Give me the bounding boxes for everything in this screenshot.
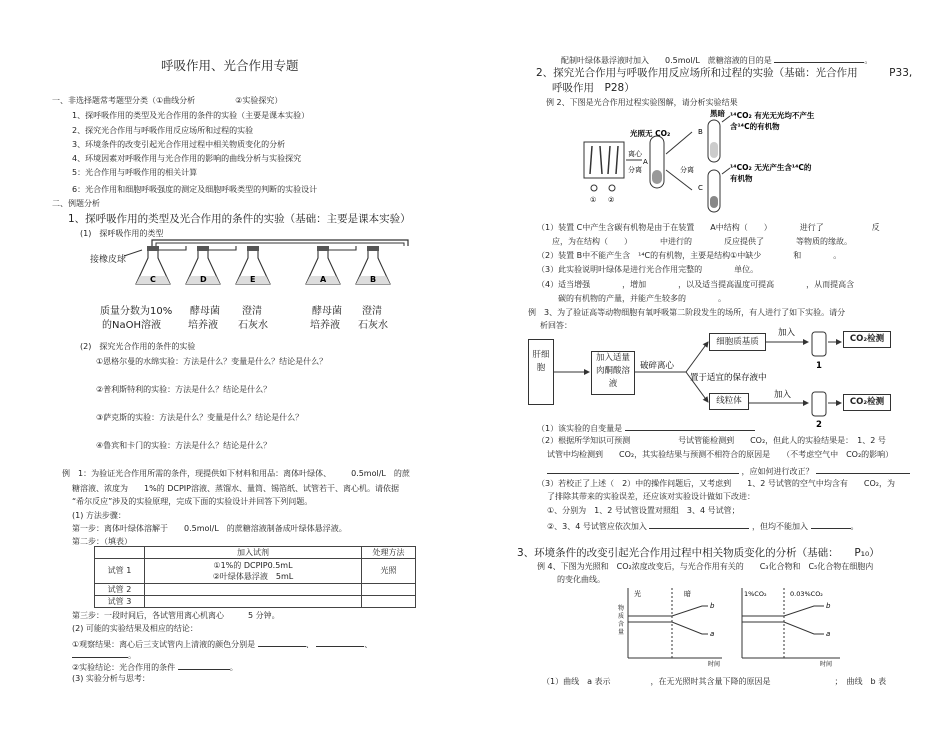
- table-cell: [362, 596, 416, 608]
- curve-label: b: [710, 602, 715, 610]
- reagent-line: ①1%的 DCPIP0.5mL: [213, 561, 293, 570]
- answer-prompt: ，应如何进行改正？: [741, 467, 814, 476]
- example-text: “希尔反应”涉及的实验原理，完成下面的实验设计并回答下列问题。: [72, 497, 313, 506]
- answer-blank[interactable]: [816, 466, 910, 474]
- question-text: （1）曲线 a 表示 ，在无光照时其含量下降的原因是 ； 曲线 b 表: [542, 677, 887, 686]
- answer-blank[interactable]: [178, 662, 230, 670]
- subheading: (1) 探呼吸作用的类型: [80, 229, 164, 238]
- flow-text: 肝细胞: [532, 350, 550, 373]
- example-text: ②实验结论：光合作用的条件 。: [72, 663, 238, 672]
- flask-letter: B: [370, 275, 377, 284]
- flask-caption: 培养液: [188, 320, 218, 331]
- topic-1-heading: 1、探呼吸作用的类型及光合作用的条件的实验（基础：主要是课本实验）: [68, 213, 411, 225]
- flow-arrow-label: 加入: [774, 390, 792, 400]
- question-text: （2）根据所学知识可预测 号试管能检测到 CO₂，但此人的实验结果是： 1、2 号: [537, 436, 886, 445]
- tube-number: 2: [816, 420, 822, 430]
- axis-label: 物: [618, 605, 625, 612]
- graph-label: 光: [634, 590, 641, 598]
- list-item: 1、探呼吸作用的类型及光合作用的条件的实验（主要是课本实验）: [72, 111, 310, 120]
- answer-blank[interactable]: [72, 650, 128, 658]
- list-item: 6：光合作用和细胞呼吸强度的测定及细胞呼吸类型的判断的实验设计: [72, 185, 318, 194]
- table-cell: [145, 559, 362, 584]
- graph-label: 暗: [684, 590, 691, 598]
- table-cell: [362, 584, 416, 596]
- flask-caption: 的NaOH溶液: [102, 320, 161, 331]
- question-text: ②普利斯特利的实验：方法是什么？结论是什么？: [96, 385, 272, 394]
- question-text: （4）适当增强 ，增加 ，以及适当提高温度可提高 ，从而提高含: [537, 280, 855, 289]
- flow-text: 加入适量肉酮酸溶液: [595, 353, 630, 389]
- table-cell: 试管 3: [95, 596, 145, 608]
- flask-apparatus-figure: [90, 236, 420, 336]
- tube-number: 1: [816, 361, 822, 371]
- process-label: 离心: [628, 150, 642, 158]
- co2-change-graph: [740, 588, 860, 668]
- question-text: 碳的有机物的产量，并能产生较多的 。: [558, 294, 726, 303]
- answer-prompt: （1）该实验的自变量是: [537, 424, 623, 433]
- question-text: （3）若校正了上述（ 2）中的操作问题后，又考虑到 1、2 号试管的空气中均含有 CO₂，为: [537, 479, 895, 488]
- example-text: (2) 可能的实验结果及相应的结论：: [72, 624, 198, 633]
- process-label: 分离: [680, 166, 694, 174]
- condition-label: 黑暗: [710, 109, 725, 118]
- curve-label: a: [710, 630, 715, 638]
- flask-caption: 酵母菌: [190, 306, 220, 317]
- process-label: 分离: [628, 166, 642, 174]
- tube-label: C: [698, 184, 703, 192]
- example-text: 例 2、下图是光合作用过程实验图解，请分析实验结果: [546, 98, 738, 107]
- result-text: ¹⁴CO₂ 有光无光均不产生: [730, 111, 815, 120]
- list-item: 5：光合作用与呼吸作用的相关计算: [72, 168, 198, 177]
- flow-text: 线粒体: [716, 396, 742, 406]
- axis-label: 质: [618, 613, 625, 620]
- condition-label: 光照无 CO₂: [630, 129, 671, 138]
- table-header: 处理方法: [362, 547, 416, 559]
- curve-label: b: [826, 602, 831, 610]
- flow-arrow-label: 置于适宜的保存液中: [690, 373, 767, 383]
- experiment-table: [94, 546, 416, 608]
- example-text: 例 4、下图为光照和 CO₂浓度改变后，与光合作用有关的 C₃化合物和 C₅化合物在细胞内: [537, 562, 874, 571]
- flow-text: CO₂检测: [849, 334, 885, 344]
- flask-letter: A: [320, 275, 327, 284]
- topic-3-heading: 3、环境条件的改变引起光合作用过程中相关物质变化的分析（基础： P₁₀）: [517, 547, 880, 559]
- question-text: ①恩格尔曼的水绵实验：方法是什么？变量是什么？结论是什么？: [96, 357, 328, 366]
- answer-prompt: ，但均不能加入: [752, 522, 808, 531]
- reagent-line: ②叶绿体悬浮液 5mL: [212, 572, 294, 581]
- answer-line: [537, 423, 755, 433]
- example-text: 析回答：: [540, 321, 572, 330]
- question-text: （1）装置 C中产生含碳有机物是由于在装置 A中结构（ ） 进行了 反: [537, 223, 880, 232]
- axis-label: 量: [618, 629, 625, 636]
- section-1-heading: 一、非选择题常考题型分类（①曲线分析 ②实验探究）: [52, 96, 283, 105]
- example-text: (3) 实验分析与思考：: [72, 674, 150, 683]
- page-title: 呼吸作用、光合作用专题: [161, 58, 299, 73]
- flow-arrow-label: 加入: [778, 328, 796, 338]
- question-text: ④鲁宾和卡门的实验：方法是什么？结论是什么？: [96, 441, 272, 450]
- axis-label: 时间: [820, 661, 833, 668]
- tube-label: B: [698, 128, 703, 136]
- graph-label: 0.03%CO₂: [790, 590, 823, 598]
- tube-label: 接橡皮球: [90, 255, 127, 265]
- question-text: （2）装置 B中不能产生含 ¹⁴C的有机物，主要是结构①中缺少 和 。: [537, 251, 842, 260]
- list-item: 2、探究光合作用与呼吸作用反应场所和过程的实验: [72, 126, 254, 135]
- answer-blank[interactable]: [547, 466, 739, 474]
- light-change-graph: [618, 588, 742, 668]
- example-text: (1) 方法步骤：: [72, 511, 126, 520]
- structure-label: ①: [590, 196, 597, 204]
- list-item: 4、环境因素对呼吸作用与光合作用的影响的曲线分析与实验探究: [72, 154, 302, 163]
- example-text: 例 3、为了验证高等动物细胞有氧呼吸第二阶段发生的场所，有人进行了如下实验。请分: [528, 308, 846, 317]
- flask-caption: 培养液: [310, 320, 340, 331]
- axis-label: 时间: [708, 661, 721, 668]
- result-text: ¹⁴CO₂ 无光产生含¹⁴C的: [730, 163, 812, 172]
- topic-2-heading: 2、探究光合作用与呼吸作用反应场所和过程的实验（基础：光合作用 P33,: [536, 67, 913, 79]
- flow-text: CO₂检测: [849, 397, 885, 407]
- question-text: ①、分别为 1、2 号试管设置对照组 3、4 号试管；: [547, 506, 740, 515]
- flask-caption: 石灰水: [238, 320, 268, 331]
- question-text: 应，为在结构（ ） 中进行的 反应提供了 等物质的缘故。: [552, 237, 852, 246]
- graph-label: 1%CO₂: [744, 590, 767, 598]
- example-text: ①观察结果：离心后三支试管内上清液的颜色分别是 、 、: [72, 640, 373, 649]
- chloroplast-experiment-figure: [580, 108, 880, 218]
- flask-caption: 酵母菌: [312, 306, 342, 317]
- axis-label: 含: [618, 621, 625, 628]
- flask-caption: 质量分数为10%: [100, 306, 173, 317]
- example-text: 第一步：离体叶绿体溶解于 0.5mol/L 的蔗糖溶液制备成叶绿体悬浮液。: [72, 524, 347, 533]
- question-text: 试管中均检测到 CO₂，其实验结果与预测不相符合的原因是 （不考虑空气中 CO₂的影响）: [547, 450, 894, 459]
- example-text: 第三步：一段时间后，各试管用离心机离心 5 分钟。: [72, 611, 280, 620]
- result-text: 含¹⁴C的有机物: [730, 122, 780, 131]
- flask-caption: 石灰水: [358, 320, 388, 331]
- answer-blank[interactable]: [811, 521, 851, 529]
- structure-label: ②: [608, 196, 615, 204]
- answer-prompt: ②实验结论：光合作用的条件: [72, 663, 176, 672]
- table-cell: [145, 584, 362, 596]
- flask-letter: D: [200, 275, 207, 284]
- answer-prompt: ①观察结果：离心后三支试管内上清液的颜色分别是: [72, 640, 256, 649]
- answer-prompt: 配制叶绿体悬浮液时加入 0.5mol/L 蔗糖溶液的目的是: [561, 56, 772, 65]
- section-2-heading: 二、例题分析: [52, 199, 100, 208]
- answer-blank[interactable]: [258, 639, 306, 647]
- flask-caption: 澄清: [242, 306, 262, 317]
- table-cell: 试管 1: [95, 559, 145, 584]
- answer-line: 。: [72, 650, 136, 660]
- result-text: 有机物: [730, 174, 753, 183]
- example-text: 的变化曲线。: [557, 575, 605, 584]
- curve-label: a: [826, 630, 831, 638]
- list-item: 3、环境条件的改变引起光合作用过程中相关物质变化的分析: [72, 140, 286, 149]
- answer-line: 配制叶绿体悬浮液时加入 0.5mol/L 蔗糖溶液的目的是 。: [561, 56, 873, 65]
- subheading: (2) 探究光合作用的条件的实验: [80, 342, 196, 351]
- flask-letter: C: [150, 275, 156, 284]
- flow-text: 细胞质基质: [716, 337, 759, 347]
- table-cell: [145, 596, 362, 608]
- tube-label: A: [643, 158, 648, 166]
- answer-blank[interactable]: [774, 55, 864, 63]
- question-text: ③萨克斯的实验：方法是什么？变量是什么？结论是什么？: [96, 413, 304, 422]
- topic-2-heading: 呼吸作用 P28）: [552, 82, 635, 94]
- answer-blank[interactable]: [649, 521, 749, 529]
- flask-letter: E: [250, 275, 256, 284]
- flask-caption: 澄清: [362, 306, 382, 317]
- answer-blank[interactable]: [316, 639, 364, 647]
- answer-line: [547, 466, 910, 476]
- example-text: 第二步：（填表）: [72, 537, 132, 546]
- question-text: 了排除其带来的实验误差，还应该对实验设计做如下改进：: [547, 492, 755, 501]
- question-text: （3）此实验说明叶绿体是进行光合作用完整的 单位。: [537, 265, 759, 274]
- answer-line: ②、3、4 号试管应依次加入 ，但均不能加入 。: [547, 522, 859, 531]
- flow-arrow-label: 破碎离心: [640, 361, 675, 371]
- table-cell: 试管 2: [95, 584, 145, 596]
- answer-blank[interactable]: [625, 423, 755, 431]
- table-cell: 光照: [362, 559, 416, 584]
- answer-prompt: ②、3、4 号试管应依次加入: [547, 522, 647, 531]
- flowchart-arrows: [520, 320, 900, 430]
- example-text: 例 1：为验证光合作用所需的条件，现提供如下材料和用品：离体叶绿体、 0.5mol/L 的蔗: [62, 469, 410, 478]
- example-text: 糖溶液、浓度为 1%的 DCPIP溶液、蒸馏水、量筒、锡箔纸、试管若干、离心机。请依据: [72, 484, 399, 493]
- table-header: 加入试剂: [145, 547, 362, 559]
